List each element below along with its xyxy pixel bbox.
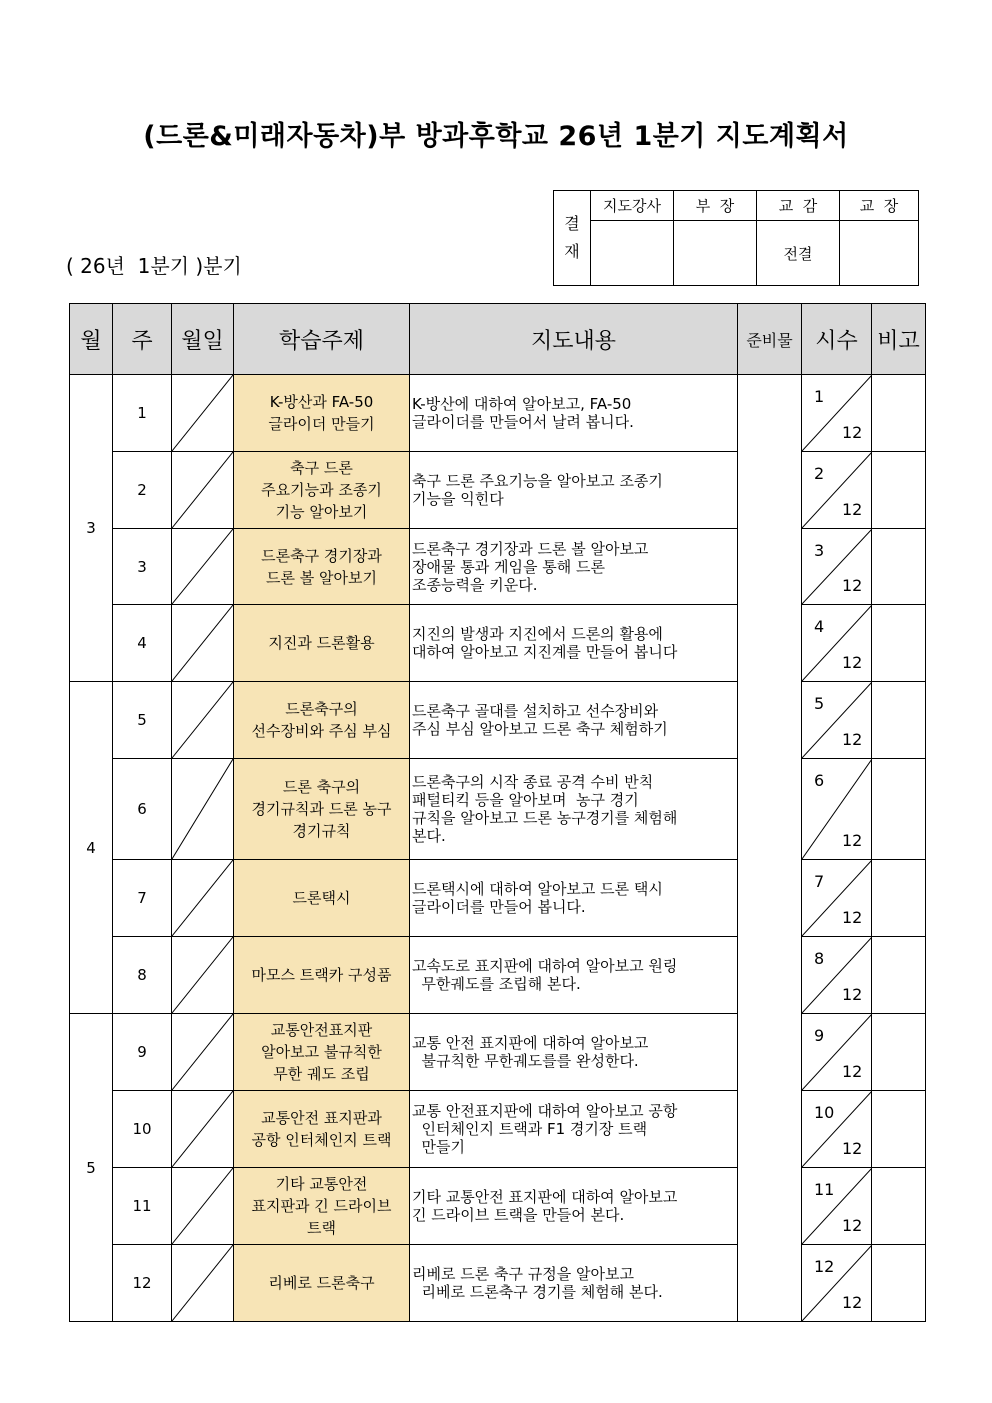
content-cell: 드론축구 골대를 설치하고 선수장비와 주심 부심 알아보고 드론 축구 체험하기 <box>410 682 738 759</box>
hours-number: 4 <box>814 617 825 636</box>
hours-number: 3 <box>814 541 825 560</box>
content-cell: 고속도로 표지판에 대하여 알아보고 원링 무한궤도를 조립해 본다. <box>410 937 738 1014</box>
note-cell <box>872 1014 926 1091</box>
hours-number: 11 <box>814 1180 835 1199</box>
content-cell: 드론축구의 시작 종료 공격 수비 반칙 패털티킥 등을 알아보며 농구 경기 규칙을 알아보고 드론 농구경기를 체험해 본다. <box>410 759 738 860</box>
table-row <box>70 375 926 452</box>
week-cell: 4 <box>113 605 172 682</box>
hours-number: 9 <box>814 1026 825 1045</box>
date-cell-empty <box>172 1014 234 1091</box>
date-cell-empty <box>172 1091 234 1168</box>
hours-cell <box>802 529 872 605</box>
month-cell: 5 <box>70 1014 113 1322</box>
topic-cell: 교통안전 표지판과 공항 인터체인지 트랙 <box>234 1091 410 1168</box>
hours-total: 12 <box>842 423 863 442</box>
diagonal-line <box>172 1168 233 1244</box>
topic-cell: 드론축구 경기장과 드론 볼 알아보기 <box>234 529 410 605</box>
hours-cell <box>802 759 872 860</box>
content-cell: 기타 교통안전 표지판에 대하여 알아보고 긴 드라이브 트랙을 만들어 본다. <box>410 1168 738 1245</box>
hours-cell <box>802 605 872 682</box>
content-cell: 리베로 드론 축구 규정을 알아보고 리베로 드론축구 경기를 체험해 본다. <box>410 1245 738 1322</box>
hours-number: 6 <box>814 771 825 790</box>
hours-total: 12 <box>842 1062 863 1081</box>
week-cell: 10 <box>113 1091 172 1168</box>
week-cell: 12 <box>113 1245 172 1322</box>
header-hours: 시수 <box>802 304 872 375</box>
diagonal-line <box>172 375 233 451</box>
note-cell <box>872 759 926 860</box>
topic-cell: 축구 드론 주요기능과 조종기 기능 알아보기 <box>234 452 410 529</box>
hours-total: 12 <box>842 1216 863 1235</box>
hours-total: 12 <box>842 908 863 927</box>
topic-cell: 지진과 드론활용 <box>234 605 410 682</box>
content-cell: 축구 드론 주요기능을 알아보고 조종기 기능을 익힌다 <box>410 452 738 529</box>
header-topic: 학습주제 <box>234 304 410 375</box>
date-cell-empty <box>172 529 234 605</box>
diagonal-line <box>172 605 233 681</box>
content-cell: 교통 안전 표지판에 대하여 알아보고 불규칙한 무한궤도를를 완성한다. <box>410 1014 738 1091</box>
hours-cell <box>802 1014 872 1091</box>
plan-table <box>69 303 926 1322</box>
week-cell: 7 <box>113 860 172 937</box>
approval-header-head: 부 장 <box>674 191 757 221</box>
date-cell-empty <box>172 605 234 682</box>
note-cell <box>872 1245 926 1322</box>
date-cell-empty <box>172 937 234 1014</box>
hours-cell <box>802 682 872 759</box>
diagonal-line <box>172 452 233 528</box>
topic-cell: 드론축구의 선수장비와 주심 부심 <box>234 682 410 759</box>
header-month: 월 <box>70 304 113 375</box>
approval-sign-vice-principal: 전결 <box>757 221 840 286</box>
week-cell: 11 <box>113 1168 172 1245</box>
week-cell: 9 <box>113 1014 172 1091</box>
approval-header-vice-principal: 교 감 <box>757 191 840 221</box>
approval-sign-instructor <box>591 221 674 286</box>
hours-number: 12 <box>814 1257 835 1276</box>
hours-cell <box>802 860 872 937</box>
hours-number: 8 <box>814 949 825 968</box>
topic-cell: 교통안전표지판 알아보고 불규칙한 무한 궤도 조립 <box>234 1014 410 1091</box>
table-header-row <box>70 304 926 375</box>
diagonal-line <box>172 1091 233 1167</box>
note-cell <box>872 375 926 452</box>
date-cell-empty <box>172 759 234 860</box>
note-cell <box>872 860 926 937</box>
diagonal-line <box>172 1014 233 1090</box>
hours-cell <box>802 375 872 452</box>
topic-cell: K-방산과 FA-50 글라이더 만들기 <box>234 375 410 452</box>
hours-total: 12 <box>842 1293 863 1312</box>
quarter-label: ( 26년 1분기 )분기 <box>66 254 242 278</box>
content-cell: 지진의 발생과 지진에서 드론의 활용에 대하여 알아보고 지진계를 만들어 봅니다 <box>410 605 738 682</box>
date-cell-empty <box>172 452 234 529</box>
hours-total: 12 <box>842 500 863 519</box>
hours-total: 12 <box>842 985 863 1004</box>
diagonal-line <box>172 529 233 604</box>
hours-number: 10 <box>814 1103 835 1122</box>
header-prep: 준비물 <box>738 304 802 375</box>
header-week: 주 <box>113 304 172 375</box>
approval-header-principal: 교 장 <box>840 191 919 221</box>
week-cell: 8 <box>113 937 172 1014</box>
date-cell-empty <box>172 375 234 452</box>
week-cell: 6 <box>113 759 172 860</box>
hours-total: 12 <box>842 576 863 595</box>
content-cell: 드론축구 경기장과 드론 볼 알아보고 장애물 통과 게임을 통해 드론 조종능력을 키운다. <box>410 529 738 605</box>
hours-total: 12 <box>842 730 863 749</box>
note-cell <box>872 452 926 529</box>
approval-box <box>553 190 919 286</box>
month-cell: 4 <box>70 682 113 1014</box>
diagonal-line <box>172 682 233 758</box>
week-cell: 1 <box>113 375 172 452</box>
hours-cell <box>802 452 872 529</box>
diagonal-line <box>172 1245 233 1321</box>
prep-cell <box>738 375 802 1322</box>
header-note: 비고 <box>872 304 926 375</box>
diagonal-line <box>172 759 233 859</box>
hours-cell <box>802 937 872 1014</box>
note-cell <box>872 605 926 682</box>
hours-number: 5 <box>814 694 825 713</box>
hours-number: 1 <box>814 387 825 406</box>
topic-cell: 리베로 드론축구 <box>234 1245 410 1322</box>
hours-total: 12 <box>842 1139 863 1158</box>
note-cell <box>872 529 926 605</box>
content-cell: 드론택시에 대하여 알아보고 드론 택시 글라이더를 만들어 봅니다. <box>410 860 738 937</box>
date-cell-empty <box>172 1168 234 1245</box>
approval-sign-head <box>674 221 757 286</box>
hours-number: 7 <box>814 872 825 891</box>
note-cell <box>872 937 926 1014</box>
approval-side-label: 결 재 <box>554 191 591 286</box>
diagonal-line <box>172 937 233 1013</box>
note-cell <box>872 1091 926 1168</box>
topic-cell: 드론택시 <box>234 860 410 937</box>
hours-total: 12 <box>842 831 863 850</box>
content-cell: 교통 안전표지판에 대하여 알아보고 공항 인터체인지 트랙과 F1 경기장 트랙 만들기 <box>410 1091 738 1168</box>
month-cell: 3 <box>70 375 113 682</box>
content-cell: K-방산에 대하여 알아보고, FA-50 글라이더를 만들어서 날려 봅니다. <box>410 375 738 452</box>
diagonal-line <box>172 860 233 936</box>
approval-header-instructor: 지도강사 <box>591 191 674 221</box>
hours-cell <box>802 1168 872 1245</box>
page-title: (드론&미래자동차)부 방과후학교 26년 1분기 지도계획서 <box>143 121 849 152</box>
date-cell-empty <box>172 1245 234 1322</box>
approval-sign-principal <box>840 221 919 286</box>
header-content: 지도내용 <box>410 304 738 375</box>
date-cell-empty <box>172 682 234 759</box>
topic-cell: 기타 교통안전 표지판과 긴 드라이브 트랙 <box>234 1168 410 1245</box>
week-cell: 2 <box>113 452 172 529</box>
hours-number: 2 <box>814 464 825 483</box>
topic-cell: 마모스 트랙카 구성품 <box>234 937 410 1014</box>
hours-cell <box>802 1091 872 1168</box>
topic-cell: 드론 축구의 경기규칙과 드론 농구 경기규칙 <box>234 759 410 860</box>
week-cell: 3 <box>113 529 172 605</box>
date-cell-empty <box>172 860 234 937</box>
note-cell <box>872 682 926 759</box>
note-cell <box>872 1168 926 1245</box>
hours-total: 12 <box>842 653 863 672</box>
header-date: 월일 <box>172 304 234 375</box>
week-cell: 5 <box>113 682 172 759</box>
hours-cell <box>802 1245 872 1322</box>
